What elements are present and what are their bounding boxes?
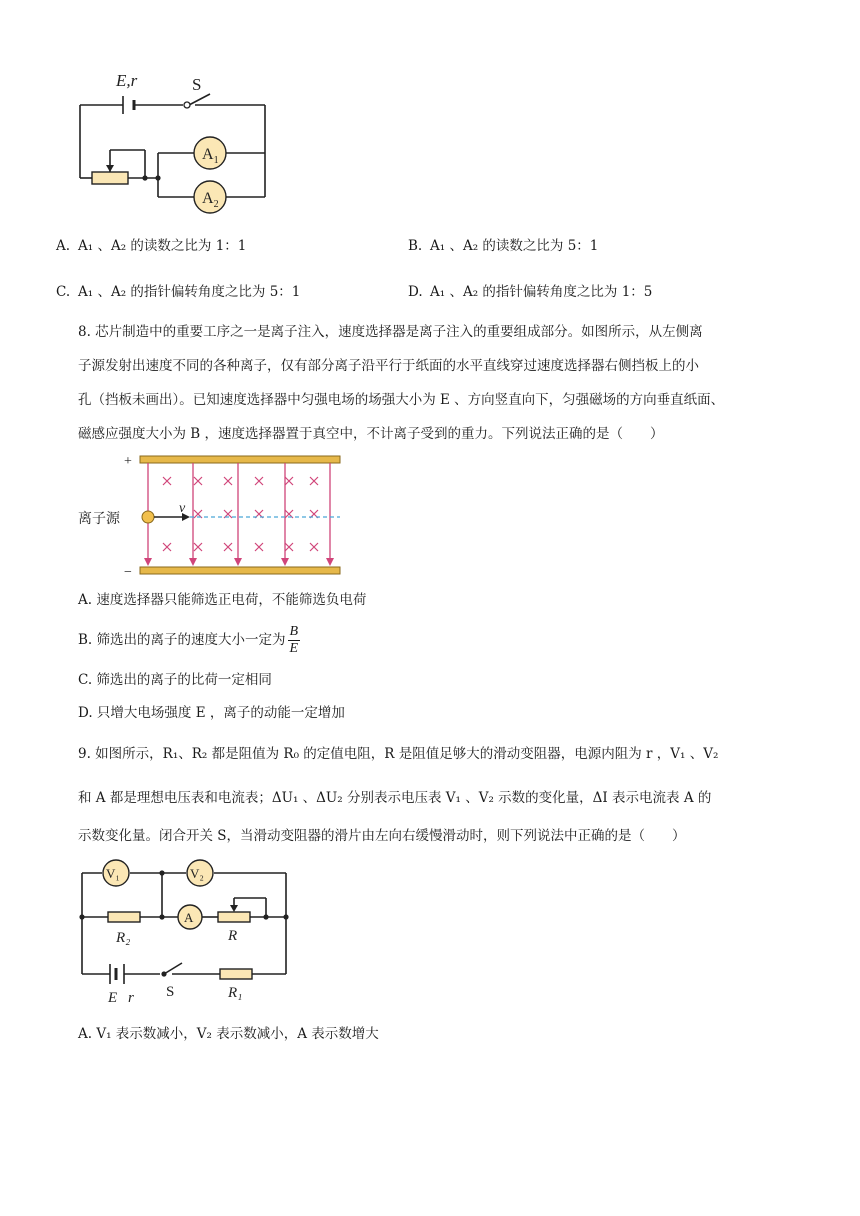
q8-ion-source-label: 离子源	[78, 511, 120, 527]
q9-option-a: A. V₁ 表示数减小，V₂ 表示数减小，A 表示数增大	[78, 1026, 379, 1042]
q9-r1-label: R₁	[228, 985, 243, 1001]
q8-cross-row-1	[163, 477, 318, 485]
q7-letter-d: D.	[408, 284, 423, 300]
q8-option-b	[78, 622, 300, 658]
q8-option-a: A. 速度选择器只能筛选正电荷，不能筛选负电荷	[78, 592, 367, 608]
q7-letter-c: C.	[56, 284, 71, 300]
q7-switch-label: S	[192, 75, 202, 94]
q9-rheostat-label: R	[228, 928, 238, 944]
q8-option-b-fraction	[288, 624, 301, 657]
q8-option-d: D. 只增大电场强度 E ，离子的动能一定增加	[78, 705, 345, 721]
q9-stem-line-2: 和 A 都是理想电压表和电流表；ΔU₁ 、ΔU₂ 分别表示电压表 V₁ 、V₂ 示数的变化量，ΔI 表示电流表 A 的	[78, 790, 712, 806]
q9-voltmeter1-label: V₁	[106, 866, 120, 881]
q7-option-a: A₁ 、A₂ 的读数之比为 1：1	[78, 238, 247, 254]
q9-ammeter-label: A	[184, 910, 194, 925]
q8-stem-line-1: 8. 芯片制造中的重要工序之一是离子注入，速度选择器是离子注入的重要组成部分。如图所示，从左侧离	[78, 324, 703, 340]
q7-letter-b: B.	[408, 238, 423, 254]
q8-stem-line-3: 孔（挡板未画出）。已知速度选择器中匀强电场的场强大小为 E 、方向竖直向下，匀强磁场的方向垂直纸面、	[78, 392, 725, 408]
q8-velocity-selector-diagram	[78, 450, 358, 580]
q8-velocity-label: v	[179, 501, 186, 516]
q8-minus-sign: −	[124, 565, 132, 580]
q7-option-d: A₁ 、A₂ 的指针偏转角度之比为 1：5	[430, 284, 653, 300]
q7-ammeter1-label: $A_1$	[202, 146, 219, 166]
q7-option-c: A₁ 、A₂ 的指针偏转角度之比为 5：1	[78, 284, 301, 300]
q8-option-b-text: B. 筛选出的离子的速度大小一定为	[78, 632, 286, 648]
q9-internal-r-label: r	[128, 990, 134, 1006]
q8-plus-sign: +	[124, 454, 132, 469]
q9-circuit-diagram	[78, 856, 298, 1006]
q9-stem-line-3: 示数变化量。闭合开关 S，当滑动变阻器的滑片由左向右缓慢滑动时，则下列说法中正确的是（ ）	[78, 828, 686, 844]
q8-fraction-denominator: E	[289, 641, 299, 656]
q9-r2-label: R₂	[116, 930, 131, 946]
q7-circuit-diagram	[70, 60, 280, 220]
q9-voltmeter2-label: V₂	[190, 866, 204, 881]
q8-stem-line-2: 子源发射出速度不同的各种离子，仅有部分离子沿平行于纸面的水平直线穿过速度选择器右侧挡板上的小	[78, 358, 699, 374]
q7-emf-label: E,r	[116, 71, 138, 90]
q7-option-b: A₁ 、A₂ 的读数之比为 5：1	[430, 238, 599, 254]
q9-emf-label: E	[108, 990, 118, 1006]
q9-switch-label: S	[166, 984, 175, 1000]
q8-option-c: C. 筛选出的离子的比荷一定相同	[78, 672, 272, 688]
q9-stem-line-1: 9. 如图所示，R₁、R₂ 都是阻值为 R₀ 的定值电阻，R 是阻值足够大的滑动变阻器，电源内阻为 r ，V₁ 、V₂	[78, 746, 719, 762]
q8-stem-line-4: 磁感应强度大小为 B ，速度选择器置于真空中，不计离子受到的重力。下列说法正确的是（ ）	[78, 426, 664, 442]
q7-ammeter2-label: $A_2$	[202, 190, 219, 210]
q7-letter-a: A.	[56, 238, 71, 254]
q8-fraction-numerator: B	[289, 624, 299, 639]
